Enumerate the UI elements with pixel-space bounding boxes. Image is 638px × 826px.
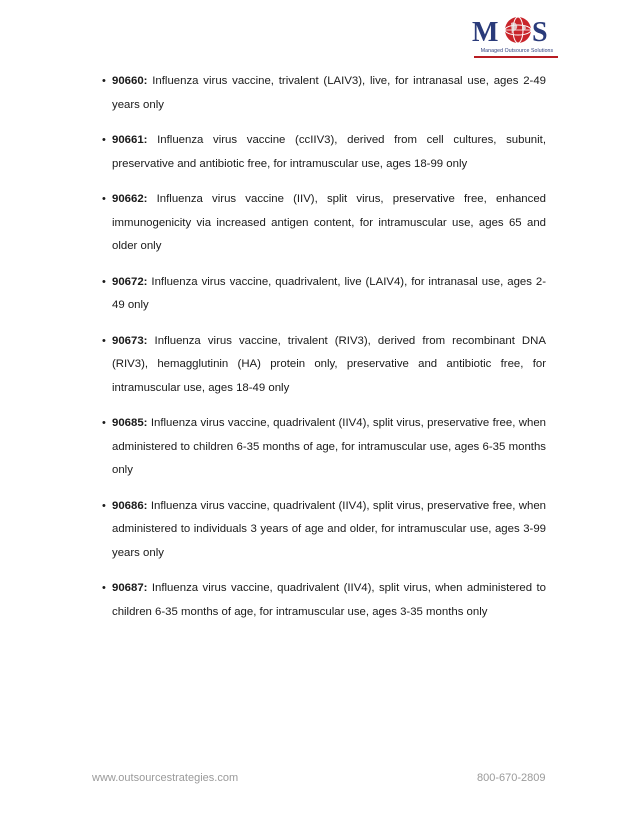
cpt-code: 90673: (112, 334, 148, 347)
list-item (102, 129, 546, 176)
list-item (102, 495, 546, 566)
bullet-icon: • (102, 275, 106, 288)
cpt-code: 90662: (112, 193, 148, 205)
cpt-code: 90661: (112, 134, 148, 146)
code-description: Influenza virus vaccine, trivalent (RIV3), derived from recombinant DNA (RIV3), hemagglutinin (HA) protein only, preservative and antibiotic free, for intramuscular use, ages 18-49 only (112, 334, 546, 394)
code-description: Influenza virus vaccine, quadrivalent, live (LAIV4), for intranasal use, ages 2-49 only (112, 275, 546, 311)
code-description: Influenza virus vaccine, quadrivalent (IIV4), split virus, when administered to children 6-35 months of age, for intramuscular use, ages 3-35 months only (112, 582, 546, 618)
footer-website[interactable]: www.outsourcestrategies.com (92, 772, 239, 784)
bullet-icon: • (102, 499, 106, 512)
cpt-code: 90686: (112, 499, 148, 512)
logo-mark (470, 14, 562, 46)
bullet-icon: • (102, 334, 106, 347)
list-item (102, 70, 546, 117)
cpt-code: 90660: (112, 75, 148, 87)
footer-phone: 800-670-2809 (477, 772, 546, 784)
code-description: Influenza virus vaccine (IIV), split virus, preservative free, enhanced immunogenicity via increased antigen content, for intramuscular use, ages 65 and older only (112, 193, 546, 252)
bullet-icon: • (102, 134, 106, 146)
list-item (102, 577, 546, 624)
globe-icon (505, 17, 531, 43)
logo-letter-m: M (472, 17, 499, 46)
code-description: Influenza virus vaccine, quadrivalent (IIV4), split virus, preservative free, when administered to individuals 3 years of age and older, for intramuscular use, ages 3-99 years only (112, 499, 546, 559)
company-logo (470, 14, 562, 64)
logo-tagline: Managed Outsource Solutions (480, 48, 554, 54)
code-description: Influenza virus vaccine (ccIIV3), derived from cell cultures, subunit, preservative and antibiotic free, for intramuscular use, ages 18-99 only (112, 134, 546, 170)
list-item (102, 412, 546, 483)
list-item (102, 271, 546, 318)
logo-letter-s: S (532, 17, 548, 46)
cpt-code: 90687: (112, 582, 148, 594)
bullet-icon: • (102, 582, 106, 594)
code-description: Influenza virus vaccine, trivalent (LAIV3), live, for intranasal use, ages 2-49 years only (112, 75, 546, 111)
bullet-icon: • (102, 75, 106, 87)
bullet-icon: • (102, 417, 106, 429)
cpt-code: 90685: (112, 417, 148, 429)
logo-underline (474, 56, 558, 58)
list-item (102, 330, 546, 401)
list-item (102, 188, 546, 259)
code-description: Influenza virus vaccine, quadrivalent (IIV4), split virus, preservative free, when administered to children 6-35 months of age, for intramuscular use, ages 6-35 months only (112, 417, 546, 476)
cpt-code: 90672: (112, 275, 148, 288)
bullet-icon: • (102, 193, 106, 205)
vaccine-code-list (102, 70, 546, 636)
